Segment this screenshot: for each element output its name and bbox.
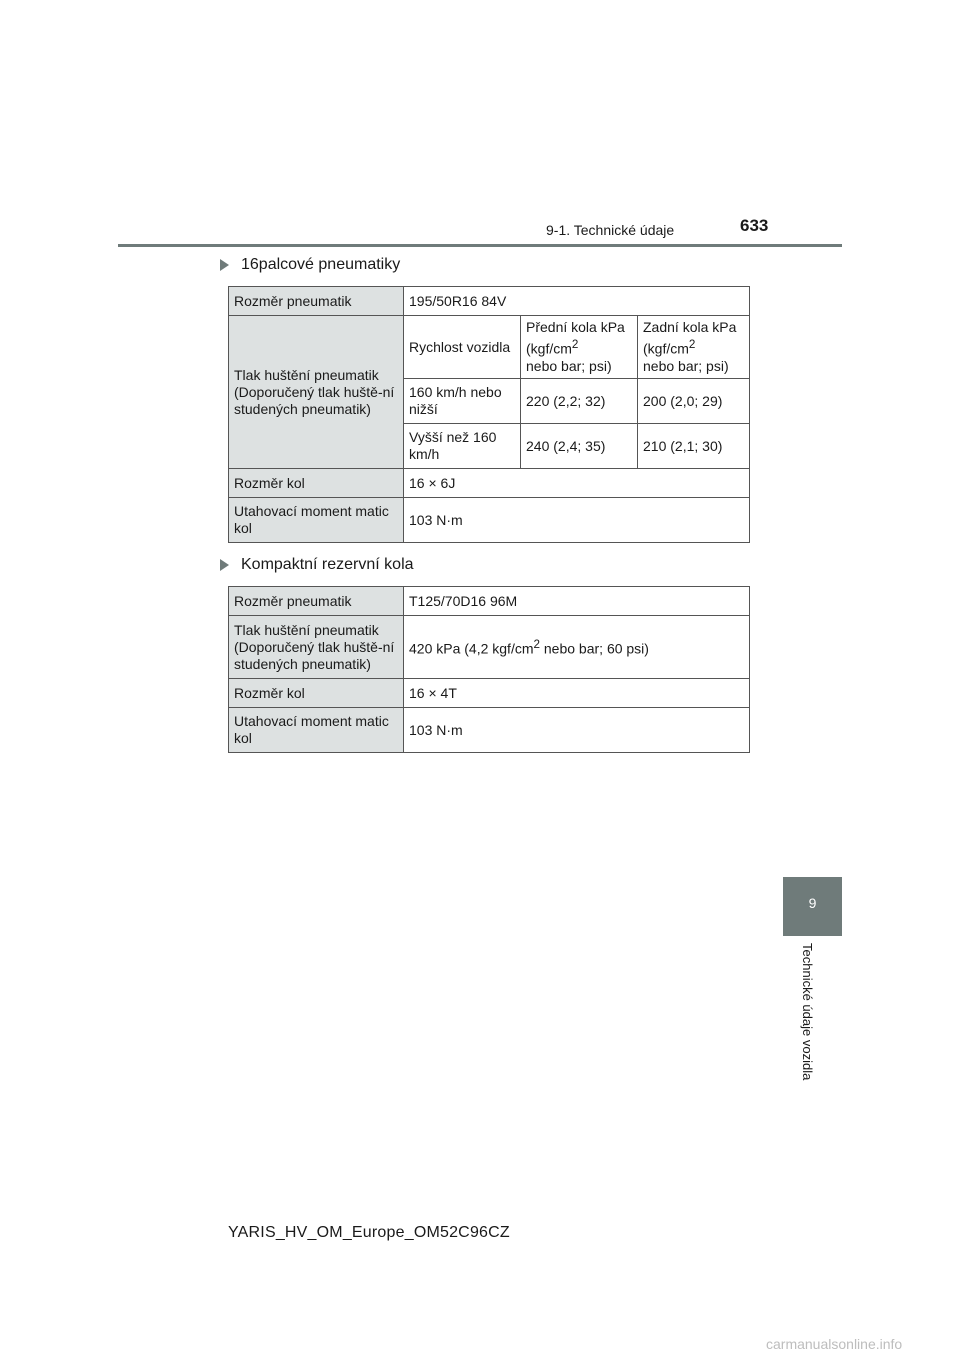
header-divider (118, 244, 842, 247)
tire-size-value: T125/70D16 96M (404, 587, 750, 616)
triangle-bullet-icon (220, 259, 229, 271)
rear-pressure-cell: 210 (2,1; 30) (638, 424, 750, 469)
tire-size-label: Rozměr pneumatik (229, 587, 404, 616)
section-title: 9-1. Technické údaje (546, 222, 675, 238)
heading-text: Kompaktní rezervní kola (241, 556, 414, 573)
tire-size-value: 195/50R16 84V (404, 287, 750, 316)
wheel-size-label: Rozměr kol (229, 679, 404, 708)
tire-spec-table-spare (228, 586, 750, 753)
speed-cell: 160 km/h nebo nižší (404, 379, 521, 424)
torque-label: Utahovací moment matic kol (229, 708, 404, 753)
section-heading-16-inch (220, 256, 400, 274)
pressure-label: Tlak huštění pneumatik (Doporučený tlak huště-ní studených pneumatik) (229, 316, 404, 469)
tire-size-label: Rozměr pneumatik (229, 287, 404, 316)
torque-label: Utahovací moment matic kol (229, 498, 404, 543)
wheel-size-value: 16 × 6J (404, 469, 750, 498)
document-code: YARIS_HV_OM_Europe_OM52C96CZ (228, 1224, 510, 1241)
watermark: carmanualsonline.info (766, 1336, 903, 1352)
rear-pressure-cell: 200 (2,0; 29) (638, 379, 750, 424)
pressure-label: Tlak huštění pneumatik (Doporučený tlak huště-ní studených pneumatik) (229, 616, 404, 679)
torque-value: 103 N·m (404, 708, 750, 753)
chapter-tab: 9 (783, 877, 842, 936)
torque-value: 103 N·m (404, 498, 750, 543)
page-number: 633 (740, 216, 769, 235)
pressure-value: 420 kPa (4,2 kgf/$cm^2$ nebo bar; 60 psi) (404, 616, 750, 679)
tire-spec-table-16 (228, 286, 750, 543)
front-pressure-cell: 220 (2,2; 32) (521, 379, 638, 424)
chapter-label: Technické údaje vozidla (800, 943, 815, 1081)
wheel-size-label: Rozměr kol (229, 469, 404, 498)
section-heading-spare (220, 556, 414, 574)
heading-text: 16palcové pneumatiky (241, 256, 401, 273)
front-pressure-cell: 240 (2,4; 35) (521, 424, 638, 469)
triangle-bullet-icon (220, 559, 229, 571)
speed-cell: Vyšší než 160 km/h (404, 424, 521, 469)
speed-column-header: Rychlost vozidla (404, 316, 521, 379)
front-column-header: Přední kola kPa ($kgf/cm^2$ nebo bar; psi) (521, 316, 638, 379)
wheel-size-value: 16 × 4T (404, 679, 750, 708)
rear-column-header: Zadní kola kPa ($kgf/cm^2$ nebo bar; psi) (638, 316, 750, 379)
